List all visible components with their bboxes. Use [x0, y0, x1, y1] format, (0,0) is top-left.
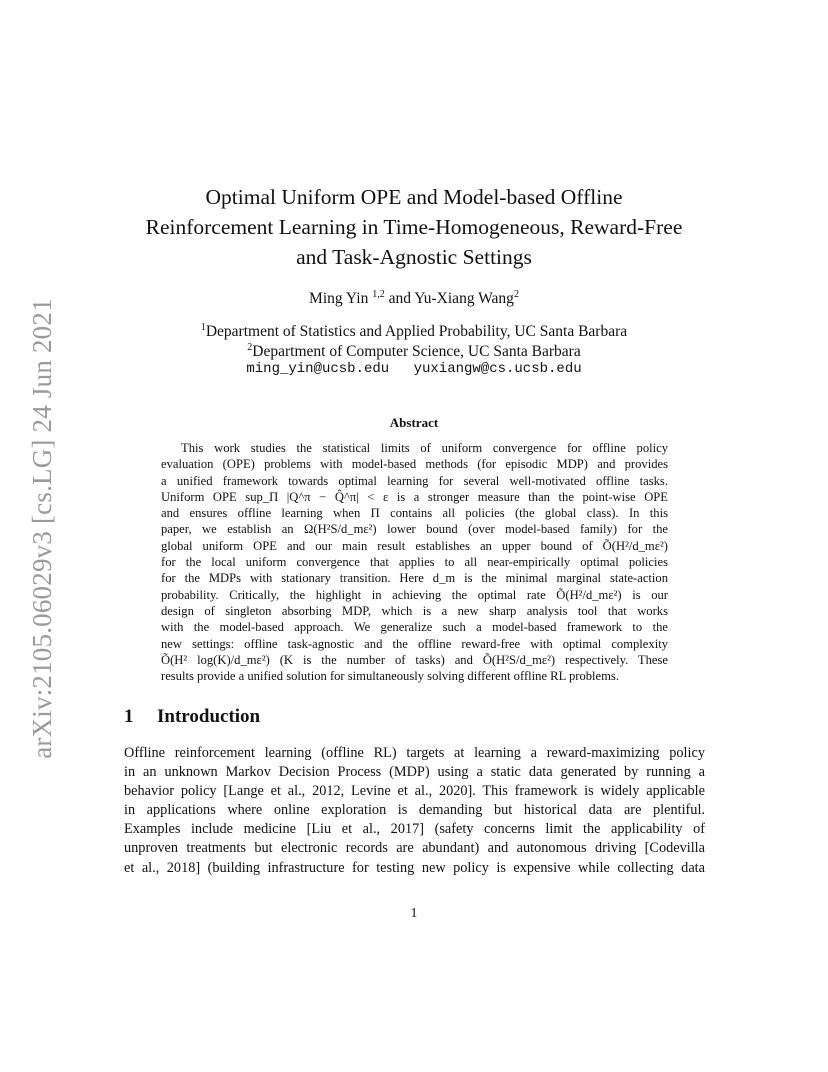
author-name: Yu-Xiang Wang	[414, 290, 514, 307]
abstract-line: and ensures offline learning when Π contains all policies (the global class). In this	[161, 506, 668, 521]
abstract-line: new settings: offline task-agnostic and the offline reward-free with optimal complexity	[161, 636, 668, 651]
affiliation-mark: 2	[247, 342, 253, 353]
title-line: Reinforcement Learning in Time-Homogeneous, Reward-Free	[145, 215, 683, 239]
abstract-line: results provide a unified solution for simultaneously solving different offline RL problems.	[161, 669, 619, 684]
abstract-line: global uniform OPE and our main result establishes an upper bound of Õ(H²/d_mε²)	[161, 538, 668, 553]
introduction-body	[124, 744, 705, 878]
affiliation	[100, 322, 728, 341]
abstract-line: design of singleton absorbing MDP, which is a new sharp analysis tool that works	[161, 603, 668, 618]
author-emails	[100, 361, 728, 377]
paper-title	[100, 182, 728, 272]
abstract-heading: Abstract	[389, 415, 439, 430]
arxiv-identifier-stamp	[22, 293, 62, 763]
abstract-line: Uniform OPE sup_Π |Q^π − Q̂^π| < ε is a stronger measure than the point-wise OPE	[161, 489, 668, 504]
email-link[interactable]: yuxiangw@cs.ucsb.edu	[413, 361, 582, 377]
body-line: in applications where online exploration is demanding but historical data are plentiful.	[124, 802, 705, 819]
abstract-line: for the MDPs with stationary transition. Here d_m is the minimal marginal state-action	[161, 571, 668, 586]
affiliation-text: Department of Computer Science, UC Santa Barbara	[252, 343, 581, 360]
title-line: and Task-Agnostic Settings	[296, 245, 532, 269]
abstract-line: a unified framework towards optimal learning for several well-motivated offline tasks.	[161, 473, 668, 488]
affiliation-mark: 1	[200, 322, 206, 333]
author-affiliation-mark: 2	[513, 289, 519, 300]
title-line: Optimal Uniform OPE and Model-based Offline	[205, 185, 623, 209]
body-line: behavior policy [Lange et al., 2012, Levine et al., 2020]. This framework is widely applicable	[124, 783, 705, 800]
author-list	[100, 289, 728, 308]
page-number: 1	[410, 906, 418, 921]
email-link[interactable]: ming_yin@ucsb.edu	[246, 361, 390, 377]
section-heading	[124, 706, 724, 728]
body-line: in an unknown Markov Decision Process (MDP) using a static data generated by running a	[124, 764, 705, 781]
body-line: et al., 2018] (building infrastructure for testing new policy is expensive while collecting data	[124, 859, 705, 876]
abstract-line: probability. Critically, the highlight in achieving the optimal rate Õ(H²/d_mε²) is our	[161, 587, 668, 602]
abstract-body	[161, 440, 668, 684]
author-name: Ming Yin	[309, 290, 369, 307]
body-line: unproven treatments but electronic records are abundant) and autonomous driving [Codevilla	[124, 840, 705, 857]
abstract-line: with the model-based approach. We generalize such a model-based framework to the	[161, 620, 668, 635]
body-line: Examples include medicine [Liu et al., 2017] (safety concerns limit the applicability of	[124, 821, 705, 838]
abstract-line: This work studies the statistical limits of uniform convergence for offline policy	[181, 441, 668, 455]
author-affiliation-mark: 1,2	[372, 289, 385, 300]
abstract-line: paper, we establish an Ω(H²S/d_mε²) lower bound (over model-based family) for the	[161, 522, 668, 537]
abstract-line: for the local uniform convergence that applies to all near-empirically optimal policies	[161, 555, 668, 570]
body-line: Offline reinforcement learning (offline RL) targets at learning a reward-maximizing policy	[124, 745, 705, 761]
author-conjunction: and	[388, 290, 411, 307]
abstract-line: Õ(H² log(K)/d_mε²) (K is the number of tasks) and Õ(H²S/d_mε²) respectively. These	[161, 652, 668, 667]
section-number: 1	[124, 706, 134, 727]
section-title: Introduction	[157, 706, 261, 727]
affiliation-text: Department of Statistics and Applied Probability, UC Santa Barbara	[205, 323, 628, 340]
arxiv-stamp-text: arXiv:2105.06029v3 [cs.LG] 24 Jun 2021	[26, 297, 57, 759]
affiliation	[100, 342, 728, 361]
abstract-line: evaluation (OPE) problems with model-based methods (for episodic MDP) and provides	[161, 457, 668, 472]
